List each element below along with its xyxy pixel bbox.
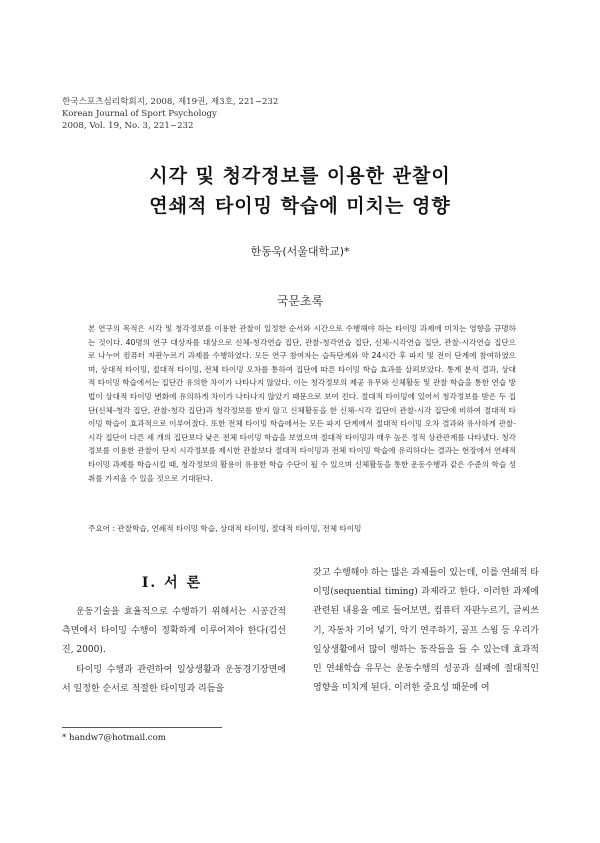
title-line-1: 시각 및 청각정보를 이용한 관찰이 [149,165,451,187]
footnote-divider [62,727,222,728]
abstract-text: 본 연구의 목적은 시각 및 청각정보를 이용한 관찰이 일정한 순서와 시간으로 수행해야 하는 타이밍 과제에 미치는 영향을 규명하는 것이다. 40명의 연구 대상자를 대상으로 신체-청각연습 집단, 관찰-청각연습 집단, 신체-시각연습 집단, 관찰-시각연습 집단으로 나누어 컴퓨터 자판누르기 과제를 수행하였다. 모든 연구 참여자는 습득단계와 약 24시간 후 파지 및 전이 단계에 참여하였으며, 상대적 타이밍, 절대적 타이밍, 전체 타이밍 오차를 통하여 집단에 따른 타이밍 학습 효과를 살펴보았다. 통계 분석 결과, 상대적 타이밍 학습에서는 집단간 유의한 차이가 나타나지 않았다. 이는 청각정보의 제공 유무와 신체활동 및 관찰 학습을 통한 연습 방법이 상대적 타이밍 변화에 유의하게 차이가 나타나지 않았기 때문으로 보여 진다. 절대적 타이밍에 있어서 청각정보를 받은 두 집단(신체-청각 집단, 관찰-청각 집단)과 청각정보를 받지 않고 신체활동을 한 신체-시각 집단이 관찰-시각 집단에 비하여 절대적 타이밍 학습이 효과적으로 이루어졌다. 또한 전체 타이밍 학습에서는 모든 파지 단계에서 절대적 타이밍 오차 결과와 유사하게 관찰-시각 집단이 다른 세 개의 집단보다 낮은 전체 타이밍 학습을 보였으며 절대적 타이밍과 매우 높은 정적 상관관계를 나타냈다. 청각정보를 이용한 관찰이 단지 시각정보를 제시한 관찰보다 절대적 타이밍과 전체 타이밍 학습에 유리하다는 결과는 현장에서 연쇄적 타이밍 과제를 학습시킬 때, 청각정보의 활용이 유용한 학습 수단이 될 수 있으며 신체활동을 통한 운동수행과 같은 수준의 학습 성취를 가져올 수 있을 것으로 기대된다. [88,324,516,483]
journal-line-volume: 2008, Vol. 19, No. 3, 221~232 [62,121,194,131]
body-paragraph-2: 타이밍 수행과 관련하여 일상생활과 운동경기장면에서 일정한 순서로 적절한 타이밍과 리듬을 [62,664,286,694]
body-paragraph-1: 운동기술을 효율적으로 수행하기 위해서는 시공간적 측면에서 타이밍 수행이 정확하게 이루어져야 한다(김선진, 2000). [62,607,286,656]
author: 한동욱(서울대학교)* [250,245,350,258]
body-right-column [313,564,539,698]
journal-line-korean: 한국스포츠심리학회지, 2008, 제19권, 제3호, 221~232 [62,97,279,107]
footnote: * handw7@hotmail.com [62,733,166,743]
journal-line-english: Korean Journal of Sport Psychology [62,109,217,119]
abstract-heading: 국문초록 [276,294,324,308]
body-paragraph-3: 갖고 수행해야 하는 많은 과제들이 있는데, 이를 연쇄적 타이밍(sequential timing) 과제라고 한다. 이러한 과제에 관련된 내용을 예로 들어보면, 컴퓨터 자판누르기, 글씨쓰기, 자동차 기어 넣기, 악기 연주하기, 골프 스윙 등 우리가 일상생활에서 많이 행하는 동작들을 들 수 있는데 효과적인 연쇄학습 유무는 운동수행의 성공과 실패에 절대적인 영향을 미치게 된다. 이러한 중요성 때문에 여 [313,568,539,694]
section-title: I. 서 론 [141,575,203,591]
journal-info [62,96,278,132]
keywords: 주요어 : 관찰학습, 연쇄적 타이밍 학습, 상대적 타이밍, 절대적 타이밍, 전체 타이밍 [88,524,362,533]
body-left-column [62,603,286,699]
section-heading-wrap [62,572,288,592]
title-line-2: 연쇄적 타이밍 학습에 미치는 영향 [149,195,451,217]
paper-title [0,161,600,221]
